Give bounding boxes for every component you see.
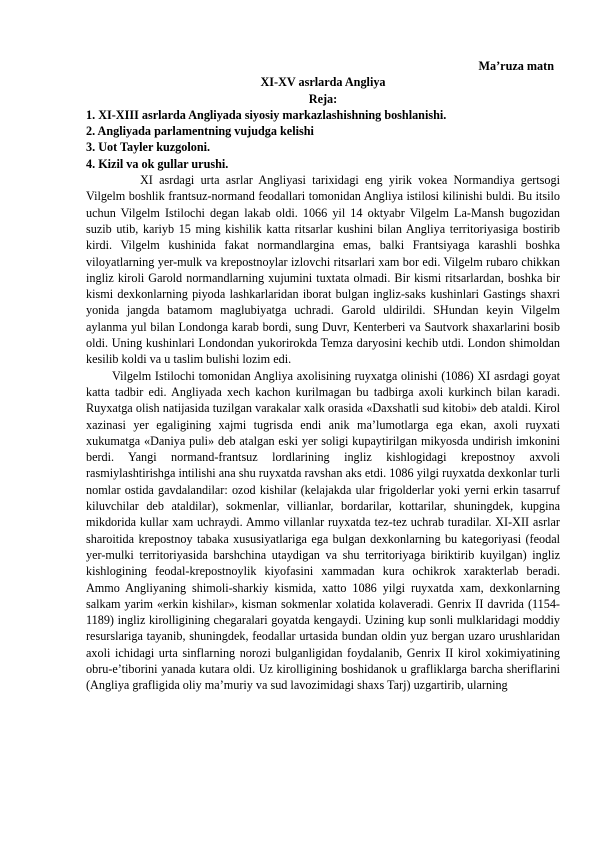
document-title: XI-XV asrlarda Angliya: [260, 75, 386, 90]
body-paragraph: XI asrdagi urta asrlar Angliyasi tarixidagi eng yirik vokea Normandiya gertsogi Vilgelm boshlik frantsuz-normand feodallari tomonidan Angliya istilosi kilinishi buldi. Bu itsilo uchun Vilgelm Istilochi degan lakab oldi. 1066 yil 14 oktyabr Vilgelm La-Mansh bugozidan suzib utib, kariyb 15 ming kishilik katta ritsarlar kushini bilan Angliya territoriyasiga bostirib kirdi. Vilgelm kushinida fakat normandlargina emas, balki Frantsiyaga karashli boshka viloyatlarning yer-mulk va krepostnoylar izlovchi ritsarlari xam bor edi. Vilgelm rubaro chikkan ingliz kiroli Garold normandlarning xujumini tuxtata olmadi. Bir kismi ritsarlardan, boshka bir kismi dexkonlarning piyoda lashkarlaridan iborat bulgan ingliz-saks kushinlari Gastings shaxri yonida jangda batamom maglubiyatga uchradi. Garold uldirildi. SHundan keyin Vilgelm aylanma yul bilan Londonga karab bordi, sung Duvr, Kenterberi va Sautvork shaxarlarini bosib oldi. Uning kushinlari Londondan yukorirokda Temza daryosini kechib utdi. London shimoldan kesilib koldi va u taslim bulishi lozim edi.: [86, 173, 560, 367]
lecture-text-label: Ma’ruza matn: [478, 59, 554, 73]
plan-item: 4. Kizil va ok gullar urushi.: [86, 156, 229, 171]
plan-item: 1. XI-XIII asrlarda Angliyada siyosiy markazlashishning boshlanishi.: [86, 107, 447, 122]
document-page: [86, 58, 560, 694]
plan-item: 2. Angliyada parlamentning vujudga kelishi: [86, 124, 314, 139]
plan-heading: Reja:: [308, 91, 338, 106]
body-paragraph: Vilgelm Istilochi tomonidan Angliya axolisining ruyxatga olinishi (1086) XI asrdagi goyat katta tadbir edi. Angliyada xech kachon kurilmagan bu tadbirga axoli kurkinch bilan karadi. Ruyxatga olish natijasida tuzilgan varakalar xalk orasida «Daxshatli sud kitobi» deb ataldi. Kirol xazinasi yer egaligining xajmi tugrisda endi anik ma’lumotlarga ega ekan, axoli ruyxati xukumatga «Daniya puli» deb atalgan eski yer soligi kupaytirilgan mikyosda undirish imkonini berdi. Yangi normand-frantsuz lordlarining ingliz kishlogidagi krepostnoy axvoli rasmiylashtirishga intilishi ana shu ruyxatda ravshan aks etdi. 1086 yilgi ruyxatda dexkonlar turli nomlar ostida gavdalandilar: ozod kishilar (kelajakda ular frigolderlar yoki yerni erkin tasarruf kiluvchilar deb ataldilar), sokmenlar, villianlar, bordarilar, kottarilar, shuningdek, kupgina mikdorida kullar xam uchraydi. Ammo villanlar ruyxatda tez-tez uchrab turadilar. XI-XII asrlar sharoitida krepostnoy tabaka xususiyatlariga ega bulgan dexkonlarning bu kategoriyasi (feodal yer-mulki territoriyasida barshchina utaydigan va shu territoriyaga biriktirib kuyilgan) ingliz kishlogining feodal-krepostnoylik kiyofasini xammadan kura ochikrok xarakterlab beradi. Ammo Angliyaning shimoli-sharkiy kismida, xatto 1086 yilgi ruyxatda xam, dexkonlarning salkam yarim «erkin kishilar», kisman sokmenlar xolatida kolaveradi. Genrix II davrida (1154-1189) ingliz kirolligining chegaralari goyatda kengaydi. Uzining kup sonli mulklaridagi moddiy resurslariga tayanib, shuningdek, feodallar urtasida bundan oldin yuz bergan uzaro urushlaridan axoli ichidagi urta sinflarning norozi bulganligidan foydalanib, Genrix II kirol xokimiyatining obru-e’tiborini yanada kutara oldi. Uz kirolligining boshidanok u grafliklarga barcha sheriflarini (Angliya grafligida oliy ma’muriy va sud lavozimidagi shaxs Tarj) uzgartirib, ularning: [86, 368, 560, 693]
plan-item: 3. Uot Tayler kuzgoloni.: [86, 140, 211, 155]
plan-list: [86, 107, 560, 172]
